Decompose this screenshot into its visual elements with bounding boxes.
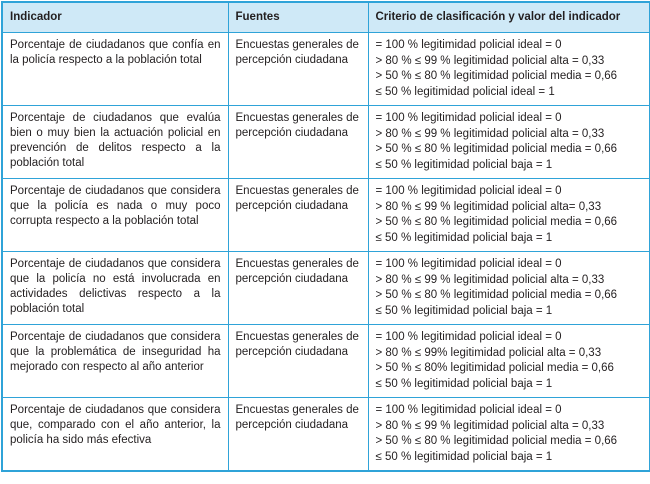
criterio-line: = 100 % legitimidad policial ideal = 0	[375, 258, 562, 270]
criterio-line: = 100 % legitimidad policial ideal = 0	[375, 404, 562, 416]
column-header-indicador: Indicador	[2, 2, 228, 33]
criterio-cell	[368, 106, 650, 179]
table-row	[2, 398, 650, 472]
criterio-line: = 100 % legitimidad policial ideal = 0	[375, 112, 562, 124]
fuentes-cell: Encuestas generales de percepción ciudadana	[228, 398, 368, 472]
indicador-cell: Porcentaje de ciudadanos que considera que la policía es nada o muy poco corrupta respecto a la población total	[2, 179, 228, 252]
criterio-cell	[368, 252, 650, 325]
criterio-line: > 50 % ≤ 80% legitimidad policial media = 0,66	[375, 362, 614, 374]
indicador-cell: Porcentaje de ciudadanos que considera que, comparado con el año anterior, la policía ha sido más efectiva	[2, 398, 228, 472]
criterio-cell	[368, 325, 650, 398]
criterio-line: > 50 % ≤ 80 % legitimidad policial media = 0,66	[375, 435, 618, 447]
table-body	[2, 33, 650, 472]
criterio-line: > 80 % ≤ 99 % legitimidad policial alta = 0,33	[375, 419, 605, 432]
criterio-line: > 80 % ≤ 99 % legitimidad policial alta = 0,33	[375, 54, 605, 67]
table-header	[2, 2, 650, 33]
criterio-line: ≤ 50 % legitimidad policial baja = 1	[375, 450, 553, 463]
criterio-line: > 80 % ≤ 99 % legitimidad policial alta = 0,33	[375, 273, 605, 286]
table-row	[2, 325, 650, 398]
fuentes-cell: Encuestas generales de percepción ciudadana	[228, 325, 368, 398]
criterio-line: > 50 % ≤ 80 % legitimidad policial media = 0,66	[375, 289, 618, 301]
criterio-line: > 50 % ≤ 80 % legitimidad policial media = 0,66	[375, 143, 618, 155]
criterio-line: ≤ 50 % legitimidad policial ideal = 1	[375, 85, 555, 98]
criterio-line: ≤ 50 % legitimidad policial baja = 1	[375, 377, 553, 390]
indicador-cell: Porcentaje de ciudadanos que considera que la problemática de inseguridad ha mejorado con respecto al año anterior	[2, 325, 228, 398]
indicador-cell: Porcentaje de ciudadanos que evalúa bien o muy bien la actuación policial en prevención de delitos respecto a la población total	[2, 106, 228, 179]
criterio-line: = 100 % legitimidad policial ideal = 0	[375, 185, 562, 197]
criterio-line: > 80 % ≤ 99 % legitimidad policial alta = 0,33	[375, 127, 605, 140]
criterio-line: ≤ 50 % legitimidad policial baja = 1	[375, 158, 553, 171]
criterio-cell	[368, 179, 650, 252]
criterio-line: ≤ 50 % legitimidad policial baja = 1	[375, 304, 553, 317]
table-row	[2, 106, 650, 179]
table-row	[2, 33, 650, 106]
column-header-criterio: Criterio de clasificación y valor del indicador	[368, 2, 650, 33]
header-row	[2, 2, 650, 33]
indicador-cell: Porcentaje de ciudadanos que confía en la policía respecto a la población total	[2, 33, 228, 106]
criterio-line: > 50 % ≤ 80 % legitimidad policial media = 0,66	[375, 70, 618, 82]
document-page	[0, 1, 650, 484]
criterio-line: > 80 % ≤ 99 % legitimidad policial alta= 0,33	[375, 200, 602, 213]
criterio-line: > 50 % ≤ 80 % legitimidad policial media = 0,66	[375, 216, 618, 228]
table-row	[2, 179, 650, 252]
fuentes-cell: Encuestas generales de percepción ciudadana	[228, 106, 368, 179]
criterio-line: = 100 % legitimidad policial ideal = 0	[375, 331, 562, 343]
criterio-line: = 100 % legitimidad policial ideal = 0	[375, 39, 562, 51]
criterio-line: ≤ 50 % legitimidad policial baja = 1	[375, 231, 553, 244]
criterio-cell	[368, 33, 650, 106]
fuentes-cell: Encuestas generales de percepción ciudadana	[228, 179, 368, 252]
fuentes-cell: Encuestas generales de percepción ciudadana	[228, 252, 368, 325]
table-row	[2, 252, 650, 325]
indicador-cell: Porcentaje de ciudadanos que considera que la policía no está involucrada en actividades delictivas respecto a la población total	[2, 252, 228, 325]
criterio-cell	[368, 398, 650, 472]
indicators-table	[1, 1, 650, 472]
fuentes-cell: Encuestas generales de percepción ciudadana	[228, 33, 368, 106]
column-header-fuentes: Fuentes	[228, 2, 368, 33]
criterio-line: > 80 % ≤ 99% legitimidad policial alta = 0,33	[375, 346, 602, 359]
